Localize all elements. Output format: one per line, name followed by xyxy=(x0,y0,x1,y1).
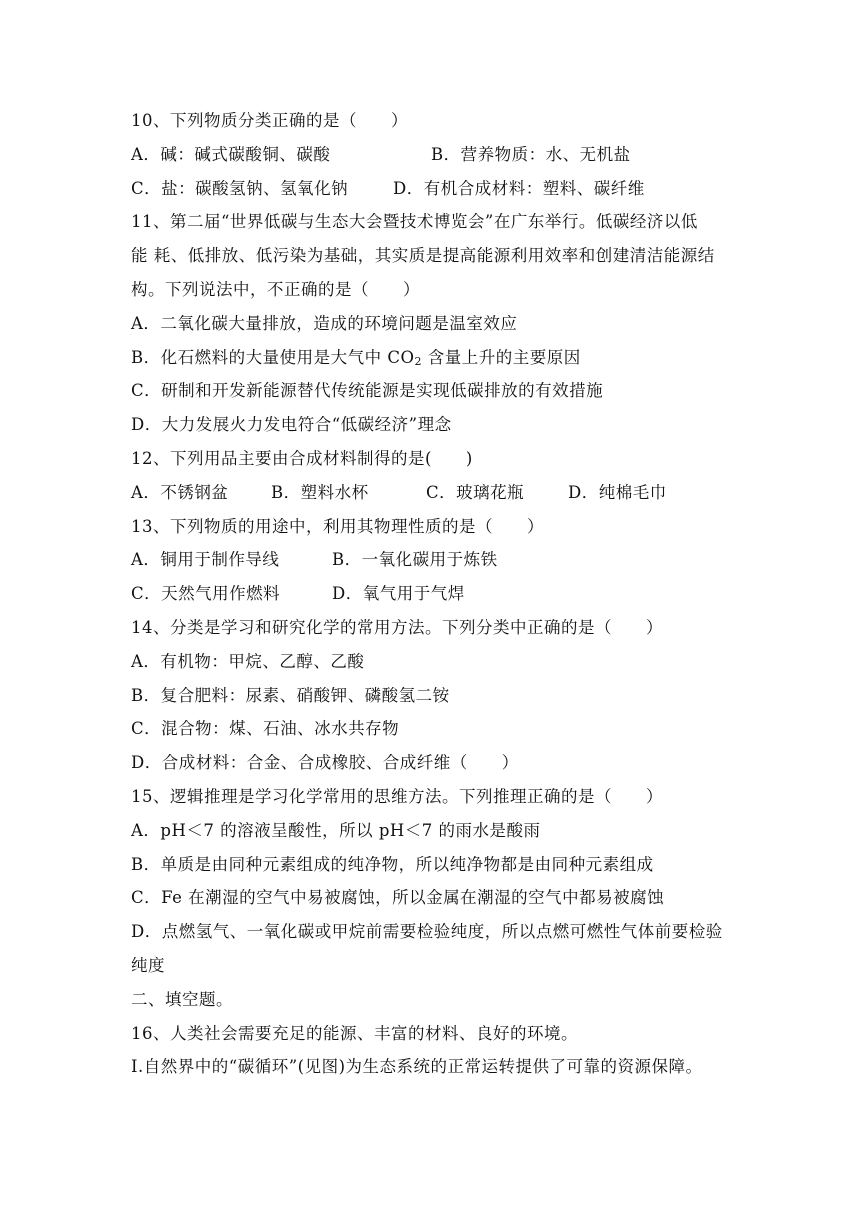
q13-option-b: B．一氧化碳用于炼铁 xyxy=(332,550,498,570)
q16-stem: 16、人类社会需要充足的能源、丰富的材料、良好的环境。 xyxy=(131,1023,578,1043)
q12-stem: 12、下列用品主要由合成材料制得的是( ) xyxy=(131,448,473,468)
q10-option-d: D．有机合成材料：塑料、碳纤维 xyxy=(393,178,645,198)
q10-stem: 10、下列物质分类正确的是（ ） xyxy=(131,111,408,130)
question-list xyxy=(131,104,741,1084)
section-heading: 二、填空题。 xyxy=(131,989,233,1009)
q14-stem: 14、分类是学习和研究化学的常用方法。下列分类中正确的是（ ） xyxy=(131,617,663,637)
q10-option-b: B．营养物质：水、无机盐 xyxy=(431,144,631,164)
q16-part1: Ⅰ.自然界中的“碳循环”(见图)为生态系统的正常运转提供了可靠的资源保障。 xyxy=(131,1057,703,1077)
q15-option-d-line2: 纯度 xyxy=(131,955,165,975)
q11-option-a: A．二氧化碳大量排放，造成的环境问题是温室效应 xyxy=(131,313,518,333)
q12-option-c: C．玻璃花瓶 xyxy=(426,482,525,502)
q15-option-a: A．pH＜7 的溶液呈酸性，所以 pH＜7 的雨水是酸雨 xyxy=(131,820,541,840)
q11-stem-line3: 构。下列说法中，不正确的是（ ） xyxy=(131,279,420,299)
q10-options-row1 xyxy=(131,138,741,172)
q13-options-row2 xyxy=(131,577,741,611)
q14-option-b: B．复合肥料：尿素、硝酸钾、磷酸氢二铵 xyxy=(131,685,450,705)
q14-option-d: D．合成材料：合金、合成橡胶、合成纤维（ ） xyxy=(131,753,519,773)
q11-option-b-text-end: 含量上升的主要原因 xyxy=(422,347,581,367)
q15-option-d-line1: D．点燃氢气、一氧化碳或甲烷前需要检验纯度，所以点燃可燃性气体前要检验 xyxy=(131,922,723,942)
q13-option-c: C．天然气用作燃料 xyxy=(131,584,281,604)
q14-option-c: C．混合物：煤、石油、冰水共存物 xyxy=(131,719,400,739)
q12-option-d: D．纯棉毛巾 xyxy=(568,482,667,502)
q12-option-b: B．塑料水杯 xyxy=(271,482,369,502)
q15-option-b: B．单质是由同种元素组成的纯净物，所以纯净物都是由同种元素组成 xyxy=(131,854,654,874)
q11-option-b xyxy=(131,341,741,375)
q13-options-row1 xyxy=(131,543,741,577)
q11-stem-line1: 11、第二届“世界低碳与生态大会暨技术博览会”在广东举行。低碳经济以低 xyxy=(131,212,698,232)
q13-option-a: A．铜用于制作导线 xyxy=(131,550,280,570)
q10-option-a: A．碱：碱式碳酸铜、碳酸 xyxy=(131,144,331,164)
q11-option-b-text: B．化石燃料的大量使用是大气中 CO xyxy=(131,347,415,367)
q11-option-b-subscript: 2 xyxy=(414,354,423,368)
q15-option-c: C．Fe 在潮湿的空气中易被腐蚀，所以金属在潮湿的空气中都易被腐蚀 xyxy=(131,888,665,908)
q10-option-c: C．盐：碳酸氢钠、氢氧化钠 xyxy=(131,178,349,198)
q14-option-a: A．有机物：甲烷、乙醇、乙酸 xyxy=(131,651,365,671)
q13-option-d: D．氧气用于气焊 xyxy=(332,584,465,604)
q12-options xyxy=(131,476,741,510)
q12-option-a: A．不锈钢盆 xyxy=(131,482,229,502)
q11-option-d: D．大力发展火力发电符合“低碳经济”理念 xyxy=(131,415,452,435)
q11-stem-line2: 能 耗、低排放、低污染为基础，其实质是提高能源利用效率和创建清洁能源结 xyxy=(131,246,715,266)
q13-stem: 13、下列物质的用途中，利用其物理性质的是（ ） xyxy=(131,516,544,536)
q10-options-row2 xyxy=(131,172,741,206)
q15-stem: 15、逻辑推理是学习化学常用的思维方法。下列推理正确的是（ ） xyxy=(131,786,663,806)
q11-option-c: C．研制和开发新能源替代传统能源是实现低碳排放的有效措施 xyxy=(131,381,604,401)
